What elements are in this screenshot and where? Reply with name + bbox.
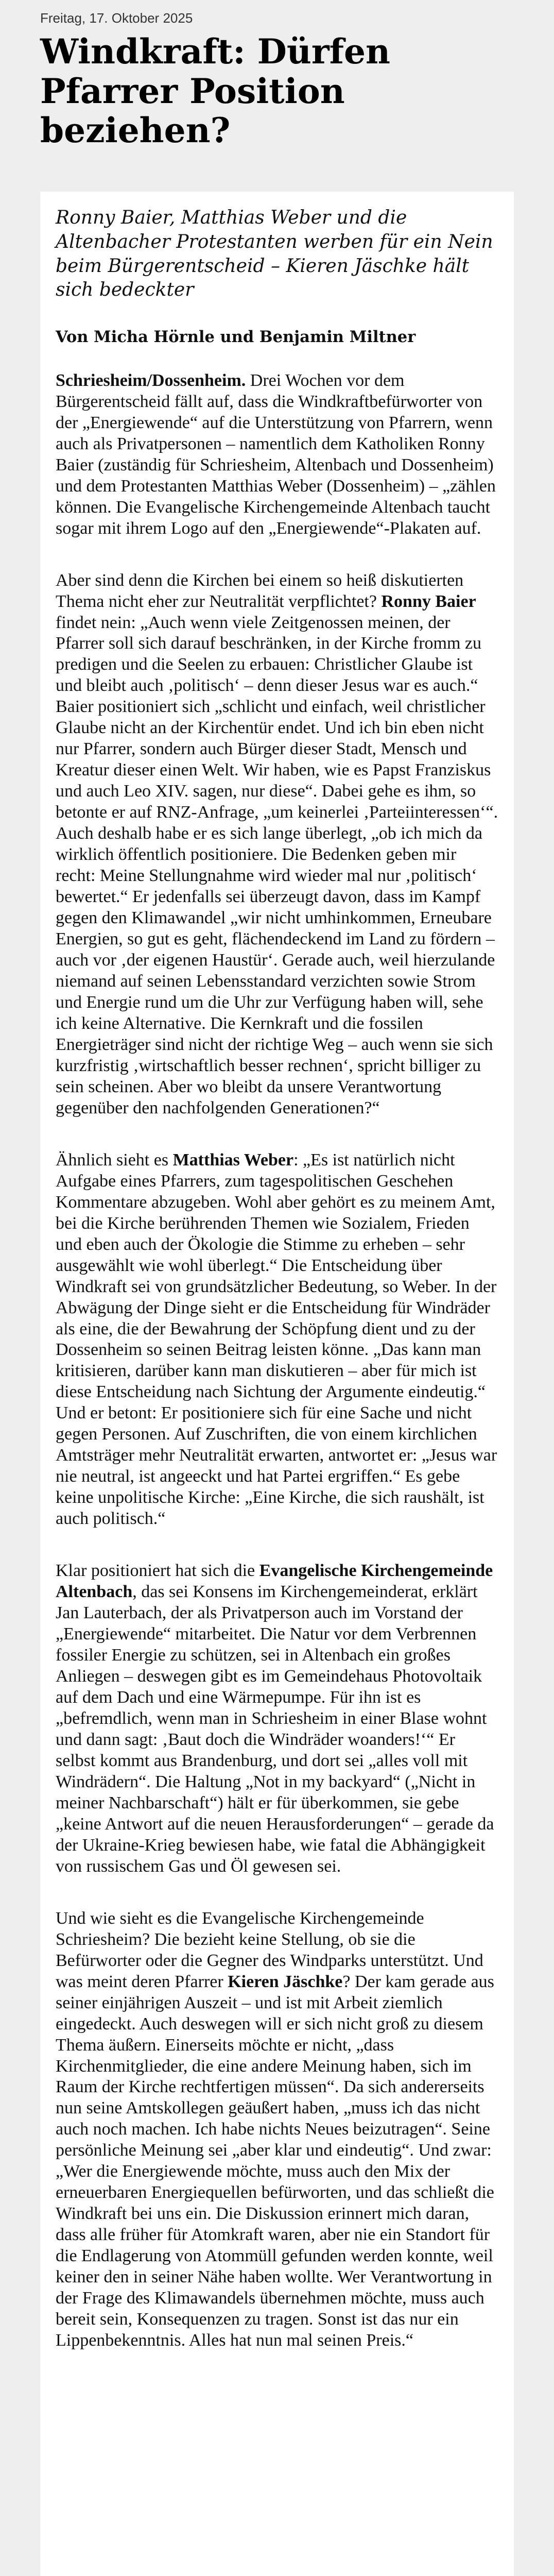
- paragraph-text-run: , das sei Konsens im Kirchengemeinderat, erklärt Jan Lauterbach, der als Privatperson auch im Vorstand der „Energiewende“ mitarbeitet. Die Natur vor dem Verbrennen fossiler Energie zu schützen, sei in Altenbach ein großes Anliegen – deswegen gibt es im Gemeindehaus Photovoltaik auf dem Dach und eine Wärmepumpe. Für ihn ist es „befremdlich, wenn man in Schriesheim in einer Blase wohnt und dann sagt: ‚Baut doch die Windräder woanders!‘“ Er selbst kommt aus Brandenburg, und dort sei „alles voll mit Windrädern“. Die Haltung „Not in my backyard“ („Nicht in meiner Nachbarschaft“) hält er für überkommen, sie gebe „keine Antwort auf die neuen Herausforderungen“ – gerade da der Ukraine-Krieg bewiesen habe, wie fatal die Abhängigkeit von russischem Gas und Öl gewesen sei.: [56, 1582, 494, 1876]
- paragraph-text-run: : „Es ist natürlich nicht Aufgabe eines Pfarrers, zum tagespolitischen Geschehen Kommentare abzugeben. Wohl aber gehört es zu meinem Amt, bei die Kirche berührenden Themen wie Sozialem, Frieden und eben auch der Ökologie die Stimme zu erheben – sehr ausgewählt wie wohl überlegt.“ Die Entscheidung über Windkraft sei von grundsätzlicher Bedeutung, so Weber. In der Abwägung der Dinge sieht er die Entscheidung für Windräder als eine, die der Bewahrung der Schöpfung dient und zu der Dossenheim so seinen Beitrag leisten könne. „Das kann man kritisieren, darüber kann man diskutieren – aber für mich ist diese Entscheidung nach Sichtung der Argumente eindeutig.“ Und er betont: Er positioniere sich für eine Sache und nicht gegen Personen. Auf Zuschriften, die von einem kirchlichen Amtsträger mehr Neutralität erwarten, antwortet er: „Jesus war nie neutral, ist angeeckt und hat Partei ergriffen.“ Es gebe keine unpolitische Kirche: „Eine Kirche, die sich raushält, ist auch politisch.“: [56, 1150, 497, 1529]
- article-paragraph: [56, 570, 498, 1119]
- article-paragraph: [56, 1561, 498, 1877]
- article-authors: Von Micha Hörnle und Benjamin Miltner: [56, 328, 416, 347]
- paragraph-bold-run: Ronny Baier: [381, 591, 476, 611]
- paragraph-bold-run: Evangelische Kirchengemeinde Altenbach: [56, 1561, 493, 1602]
- paragraph-text-run: ? Der kam gerade aus seiner einjährigen Auszeit – und ist mit Arbeit ziemlich eingedeckt. Auch deswegen will er sich nicht groß zu diesem Thema äußern. Einerseits möchte er nicht, „dass Kirchenmitglieder, die eine andere Meinung haben, sich im Raum der Kirche rechtfertigen müssen“. Da sich andererseits nun seine Amtskollegen geäußert haben, „muss ich das nicht auch noch machen. Ich habe nichts Neues beizutragen“. Seine persönliche Meinung sei „aber klar und eindeutig“. Und zwar: „Wer die Energiewende möchte, muss auch den Mix der erneuerbaren Energiequellen befürworten, und das schließt die Windkraft bei uns ein. Die Diskussion erinnert mich daran, dass alle früher für Atomkraft waren, aber nie ein Standort für die Endlagerung von Atommüll gefunden werden konnte, weil keiner den in seiner Nähe haben wollte. Wer Verantwortung in der Frage des Klimawandels übernehmen möchte, muss auch bereit sein, Konsequenzen zu tragen. Sonst ist das nur ein Lippenbekenntnis. Alles hat nun mal seinen Preis.“: [56, 1972, 494, 2350]
- article-paragraph: [56, 1908, 498, 2351]
- paragraph-bold-run: Schriesheim/Dossenheim.: [56, 370, 246, 390]
- article-paragraphs: [56, 370, 498, 2351]
- article-paragraph: [56, 370, 498, 539]
- paragraph-text-run: findet nein: „Auch wenn viele Zeitgenossen meinen, der Pfarrer soll sich darauf beschränken, in der Kirche fromm zu predigen und die Seelen zu erbauen: Christlicher Glaube ist und bleibt auch ‚politisch‘ – denn dieser Jesus war es auch.“ Baier positioniert sich „schlicht und einfach, weil christlicher Glaube nicht an der Kirchentür endet. Und ich bin eben nicht nur Pfarrer, sondern auch Bürger dieser Stadt, Mensch und Kreatur dieser einen Welt. Wir haben, wie es Papst Franziskus und auch Leo XIV. sagen, nur diese“. Dabei gehe es ihm, so betonte er auf RNZ-Anfrage, „um keinerlei ‚Parteiinteressen‘“. Auch deshalb habe er es sich lange überlegt, „ob ich mich da wirklich öffentlich positioniere. Die Bedenken geben mir recht: Meine Stellungnahme wird wieder mal nur ‚politisch‘ bewertet.“ Er jedenfalls sei überzeugt davon, dass im Kampf gegen den Klimawandel „wir nicht umhinkommen, Erneubare Energien, so gut es geht, flächendeckend im Land zu fördern – auch vor ‚der eigenen Haustür‘. Gerade auch, weil hierzulande niemand auf seinen Lebensstandard verzichten sowie Strom und Energie rund um die Uhr zur Verfügung haben will, sehe ich keine Alternative. Die Kernkraft und die fossilen Energieträger sind nicht der richtige Weg – auch wenn sie sich kurzfristig ‚wirtschaftlich besser rechnen‘, spricht billiger zu sein scheinen. Aber wo bleibt da unsere Verantwortung gegenüber den nachfolgenden Generationen?“: [56, 613, 498, 1117]
- article-headline: Windkraft: Dürfen Pfarrer Position beziehen?: [40, 31, 391, 151]
- paragraph-text-run: Aber sind denn die Kirchen bei einem so heiß diskutierten Thema nicht eher zur Neutralität verpflichtet?: [56, 570, 464, 611]
- article-body: [40, 192, 514, 2576]
- paragraph-text-run: Klar positioniert hat sich die: [56, 1561, 259, 1581]
- article-lead: Ronny Baier, Matthias Weber und die Altenbacher Protestanten werben für ein Nein beim Bürgerentscheid – Kieren Jäschke hält sich bedeckter: [56, 207, 493, 301]
- paragraph-bold-run: Kieren Jäschke: [228, 1972, 343, 1991]
- paragraph-text-run: Drei Wochen vor dem Bürgerentscheid fällt auf, dass die Windkraftbefürworter von der „Energiewende“ auf die Unterstützung von Pfarrern, wenn auch als Privatpersonen – namentlich dem Katholiken Ronny Baier (zuständig für Schriesheim, Altenbach und Dossenheim) und dem Protestanten Matthias Weber (Dossenheim) – „zählen können. Die Evangelische Kirchengemeinde Altenbach taucht sogar mit ihrem Logo auf den „Energiewende“-Plakaten auf.: [56, 370, 496, 538]
- paragraph-text-run: Ähnlich sieht es: [56, 1150, 173, 1170]
- article-date: Freitag, 17. Oktober 2025: [40, 10, 193, 26]
- paragraph-text-run: Und wie sieht es die Evangelische Kirchengemeinde Schriesheim? Die bezieht keine Stellung, ob sie die Befürworter oder die Gegner des Windparks unterstützt. Und was meint deren Pfarrer: [56, 1908, 483, 1991]
- paragraph-bold-run: Matthias Weber: [172, 1150, 294, 1170]
- article-paragraph: [56, 1150, 498, 1530]
